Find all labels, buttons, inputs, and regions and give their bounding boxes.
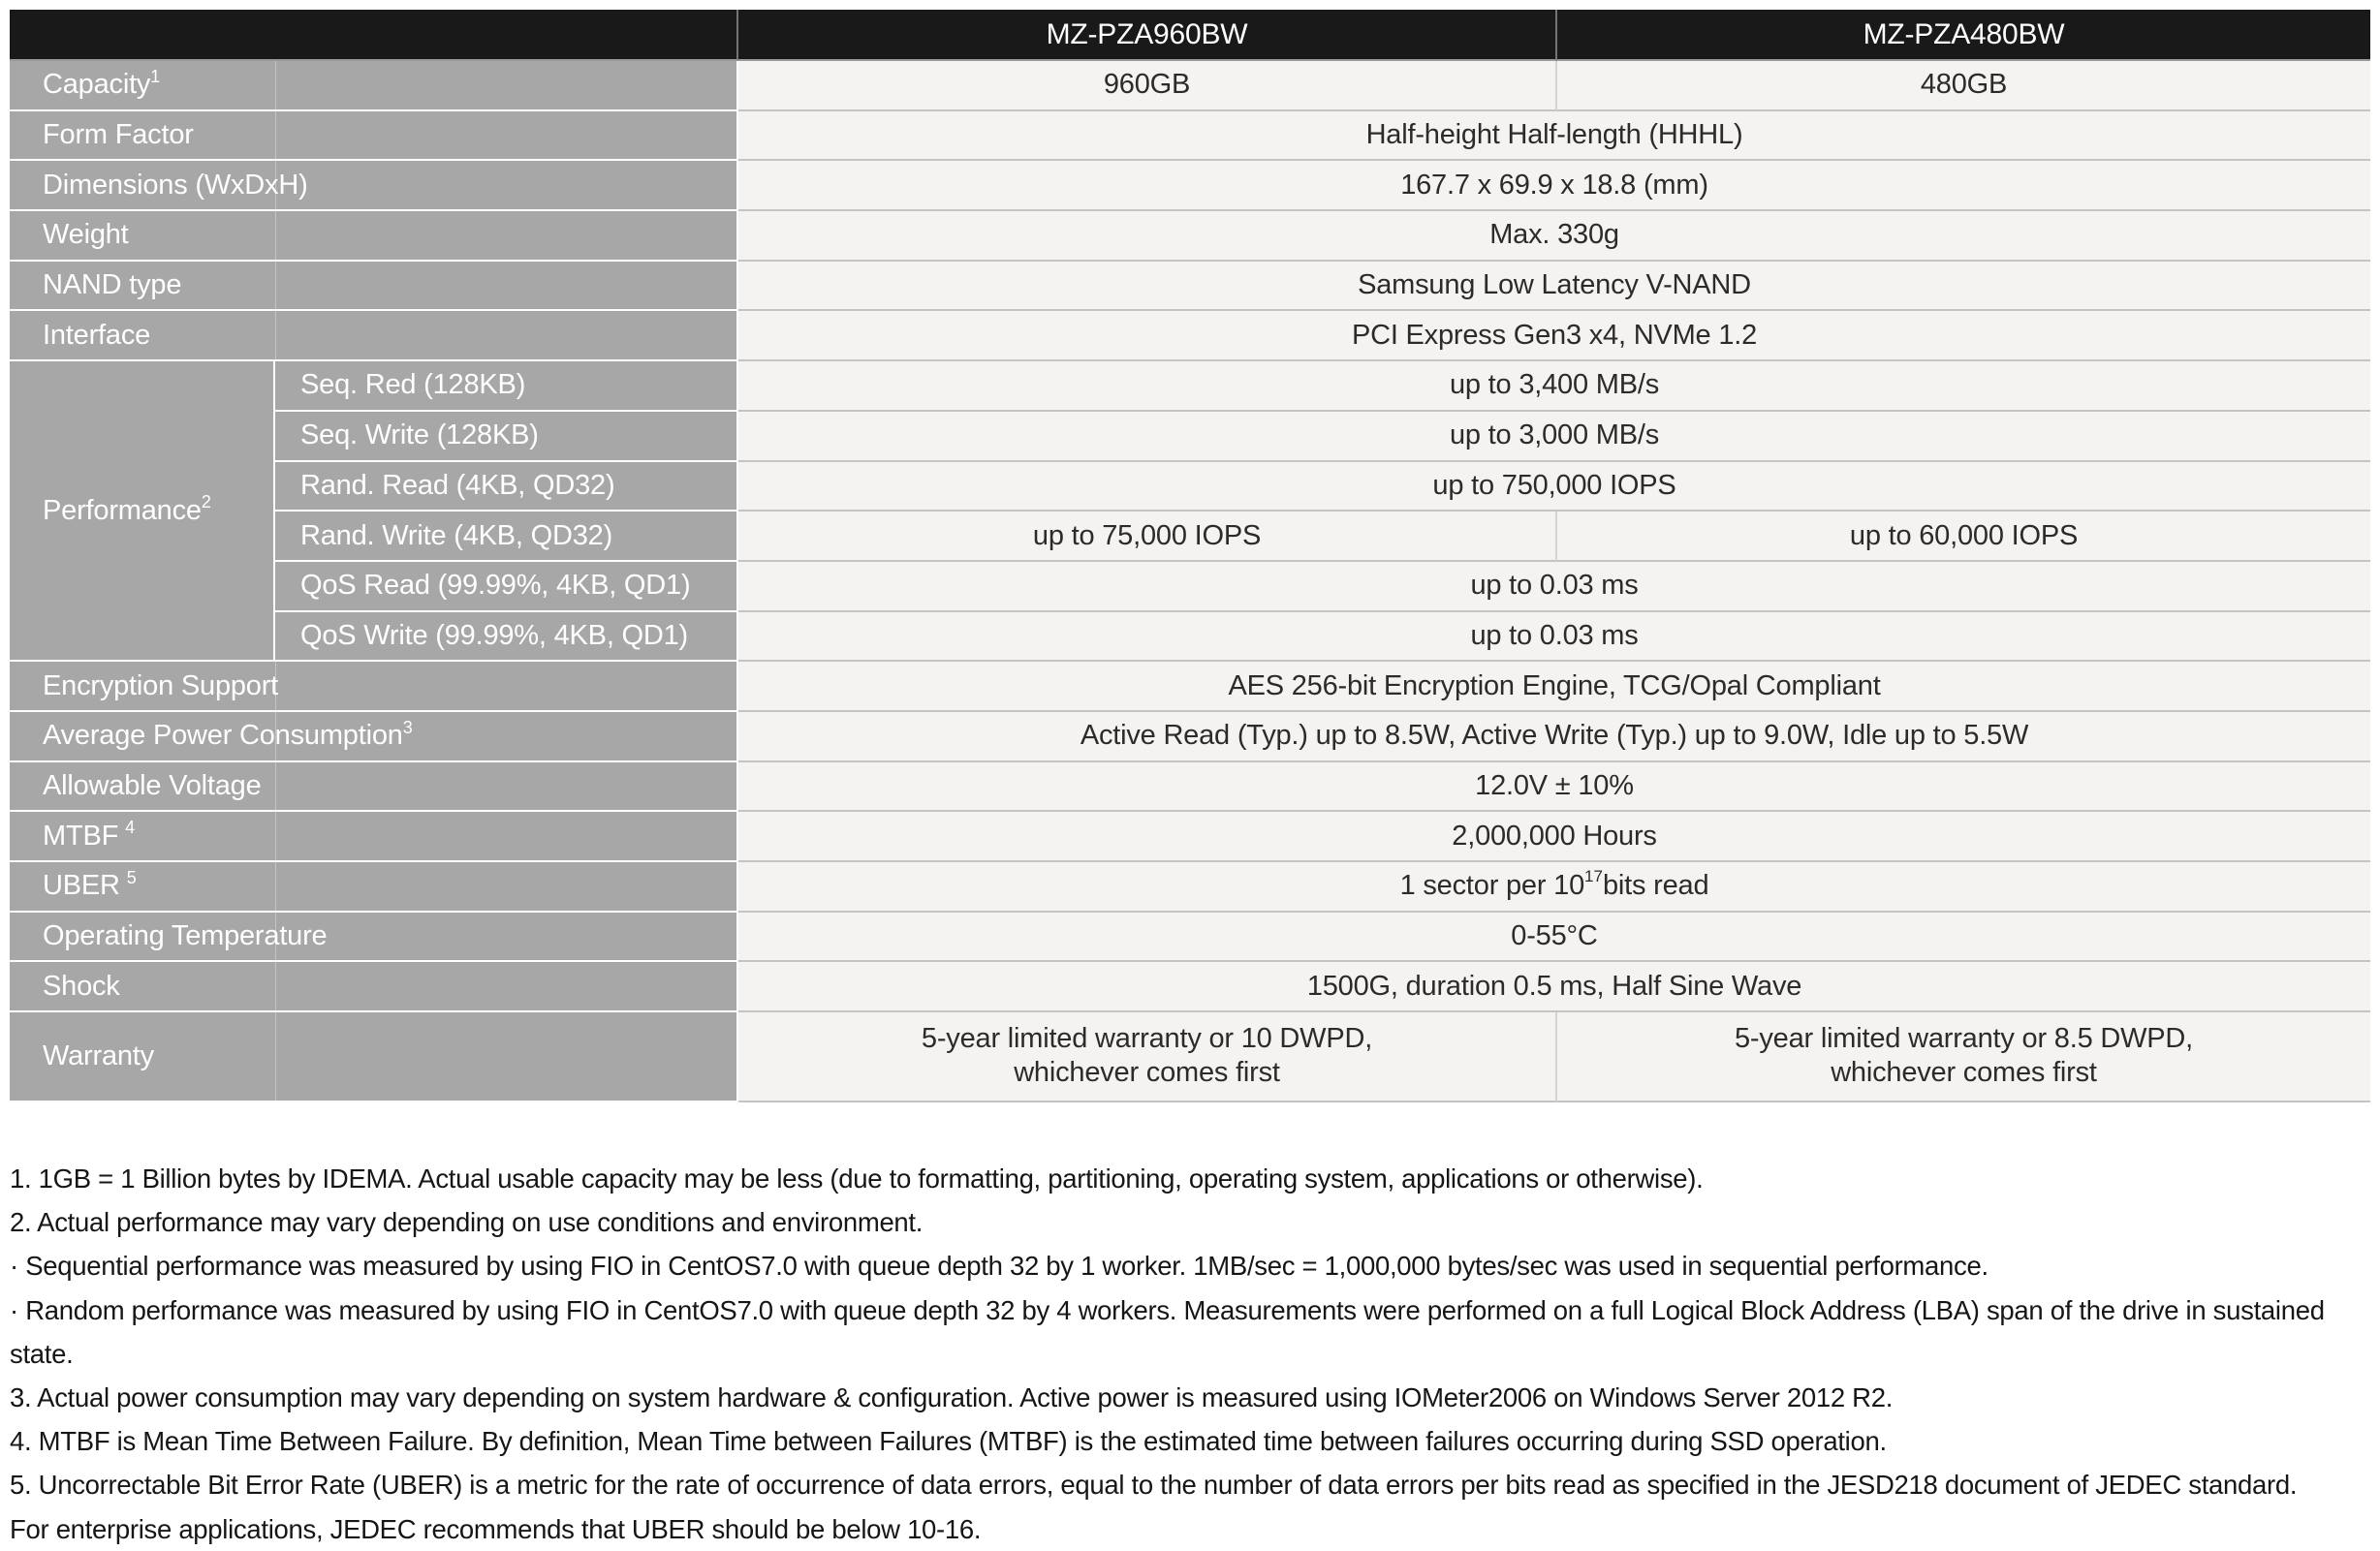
row-warranty: [10, 1012, 2370, 1102]
label-text: Average Power Consumption: [43, 720, 403, 752]
row-encryption: [10, 662, 2370, 712]
label-text: UBER: [43, 870, 120, 902]
row-label-capacity: [10, 61, 738, 111]
footnote-ref-4: 4: [125, 818, 136, 838]
row-label-encryption: [10, 662, 738, 712]
uber-value-post: bits read: [1602, 870, 1709, 902]
label-text: Seq. Write (128KB): [300, 419, 539, 451]
footnote: 5. Uncorrectable Bit Error Rate (UBER) is a metric for the rate of occurrence of data errors, equal to the number of data errors per bits read as specified in the JESD218 document of JEDEC standard.: [10, 1470, 2298, 1501]
row-power: [10, 712, 2370, 762]
label-text: Interface: [43, 319, 151, 351]
warranty-line-2: whichever comes first: [1014, 1057, 1280, 1089]
row-label-power: [10, 712, 738, 762]
sublabel-qos-write: [275, 612, 738, 663]
uber-value-pre: 1 sector per 10: [1399, 870, 1585, 902]
table-header-row: [10, 10, 2370, 61]
rand-write-value-960: up to 75,000 IOPS: [738, 512, 1557, 562]
rand-write-value-480: up to 60,000 IOPS: [1557, 512, 2370, 562]
row-seq-write: [275, 412, 2370, 462]
label-text: Shock: [43, 970, 120, 1002]
footnote: 4. MTBF is Mean Time Between Failure. By definition, Mean Time between Failures (MTBF) is the estimated time between failures occurring during SSD operation.: [10, 1426, 1887, 1457]
row-label-dimensions: [10, 161, 738, 211]
interface-value: PCI Express Gen3 x4, NVMe 1.2: [738, 311, 2370, 361]
capacity-value-480: 480GB: [1557, 61, 2370, 111]
row-seq-read: [275, 361, 2370, 412]
row-label-mtbf: [10, 812, 738, 862]
warranty-value-960: [738, 1012, 1557, 1102]
mtbf-value: 2,000,000 Hours: [738, 812, 2370, 862]
footnote: 1. 1GB = 1 Billion bytes by IDEMA. Actual usable capacity may be less (due to formatting, partitioning, operating system, applications or otherwise).: [10, 1163, 1704, 1194]
row-capacity: [10, 61, 2370, 111]
row-label-warranty: [10, 1012, 738, 1102]
temperature-value: 0-55°C: [738, 913, 2370, 963]
label-text: NAND type: [43, 269, 182, 301]
power-value: Active Read (Typ.) up to 8.5W, Active Write (Typ.) up to 9.0W, Idle up to 5.5W: [738, 712, 2370, 762]
footnote: For enterprise applications, JEDEC recommends that UBER should be below 10-16.: [10, 1513, 982, 1544]
row-mtbf: [10, 812, 2370, 862]
row-label-interface: [10, 311, 738, 361]
spec-table: [10, 10, 2370, 1102]
label-text: Weight: [43, 219, 129, 251]
row-label-voltage: [10, 762, 738, 813]
footnote-ref-2: 2: [201, 492, 211, 512]
warranty-line-2: whichever comes first: [1831, 1057, 2097, 1089]
footnote: · Sequential performance was measured by using FIO in CentOS7.0 with queue depth 32 by 1 worker. 1MB/sec = 1,000,000 bytes/sec was used in sequential performance.: [10, 1251, 1989, 1282]
performance-group: [10, 361, 2370, 662]
row-label-temperature: [10, 913, 738, 963]
sublabel-seq-read: [275, 361, 738, 412]
row-label-weight: [10, 211, 738, 262]
seq-read-value: up to 3,400 MB/s: [738, 361, 2370, 412]
label-text: Seq. Red (128KB): [300, 369, 526, 401]
footnote-ref-5: 5: [126, 867, 137, 887]
label-text: Dimensions (WxDxH): [43, 169, 308, 201]
sublabel-qos-read: [275, 562, 738, 612]
warranty-line-1: 5-year limited warranty or 10 DWPD,: [921, 1023, 1373, 1055]
header-model-480: MZ-PZA480BW: [1557, 10, 2370, 61]
header-empty-cell: [10, 10, 738, 61]
sublabel-seq-write: [275, 412, 738, 462]
label-text: Encryption Support: [43, 669, 279, 701]
footnote: 3. Actual power consumption may vary depending on system hardware & configuration. Active power is measured using IOMeter2006 on Windows Server 2012 R2.: [10, 1382, 1894, 1413]
row-rand-read: [275, 462, 2370, 512]
performance-subrows: [275, 361, 2370, 662]
shock-value: 1500G, duration 0.5 ms, Half Sine Wave: [738, 962, 2370, 1012]
qos-read-value: up to 0.03 ms: [738, 562, 2370, 612]
uber-value: [738, 862, 2370, 913]
encryption-value: AES 256-bit Encryption Engine, TCG/Opal Compliant: [738, 662, 2370, 712]
rand-read-value: up to 750,000 IOPS: [738, 462, 2370, 512]
qos-write-value: up to 0.03 ms: [738, 612, 2370, 663]
row-qos-read: [275, 562, 2370, 612]
seq-write-value: up to 3,000 MB/s: [738, 412, 2370, 462]
footnote: 2. Actual performance may vary depending on use conditions and environment.: [10, 1207, 924, 1238]
row-shock: [10, 962, 2370, 1012]
capacity-value-960: 960GB: [738, 61, 1557, 111]
row-dimensions: [10, 161, 2370, 211]
row-label-performance: [10, 361, 275, 662]
row-temperature: [10, 913, 2370, 963]
header-model-960: MZ-PZA960BW: [738, 10, 1557, 61]
row-label-form-factor: [10, 111, 738, 162]
form-factor-value: Half-height Half-length (HHHL): [738, 111, 2370, 162]
label-text: Capacity: [43, 69, 151, 101]
row-label-shock: [10, 962, 738, 1012]
sublabel-rand-read: [275, 462, 738, 512]
row-form-factor: [10, 111, 2370, 162]
label-text: Rand. Read (4KB, QD32): [300, 469, 615, 501]
row-voltage: [10, 762, 2370, 813]
row-uber: [10, 862, 2370, 913]
label-text: MTBF: [43, 820, 119, 852]
footnote-ref-3: 3: [402, 717, 413, 737]
sublabel-rand-write: [275, 512, 738, 562]
dimensions-value: 167.7 x 69.9 x 18.8 (mm): [738, 161, 2370, 211]
voltage-value: 12.0V ± 10%: [738, 762, 2370, 813]
label-text: Rand. Write (4KB, QD32): [300, 519, 613, 551]
row-label-nand-type: [10, 262, 738, 312]
warranty-line-1: 5-year limited warranty or 8.5 DWPD,: [1734, 1023, 2194, 1055]
footnote-ref-1: 1: [150, 66, 161, 86]
label-text: Warranty: [43, 1039, 154, 1071]
row-nand-type: [10, 262, 2370, 312]
footnote: · Random performance was measured by using FIO in CentOS7.0 with queue depth 32 by 4 workers. Measurements were performed on a full Logical Block Address (LBA) span of the drive in sustained state.: [10, 1294, 2325, 1369]
nand-type-value: Samsung Low Latency V-NAND: [738, 262, 2370, 312]
row-rand-write: [275, 512, 2370, 562]
weight-value: Max. 330g: [738, 211, 2370, 262]
label-text: QoS Read (99.99%, 4KB, QD1): [300, 570, 691, 602]
warranty-value-480: [1557, 1012, 2370, 1102]
label-text: Operating Temperature: [43, 920, 328, 952]
label-text: Form Factor: [43, 119, 194, 151]
row-label-uber: [10, 862, 738, 913]
label-text: Allowable Voltage: [43, 770, 262, 802]
row-qos-write: [275, 612, 2370, 663]
label-text: Performance: [43, 494, 202, 526]
row-interface: [10, 311, 2370, 361]
uber-exponent: 17: [1584, 867, 1603, 886]
label-text: QoS Write (99.99%, 4KB, QD1): [300, 619, 689, 651]
row-weight: [10, 211, 2370, 262]
